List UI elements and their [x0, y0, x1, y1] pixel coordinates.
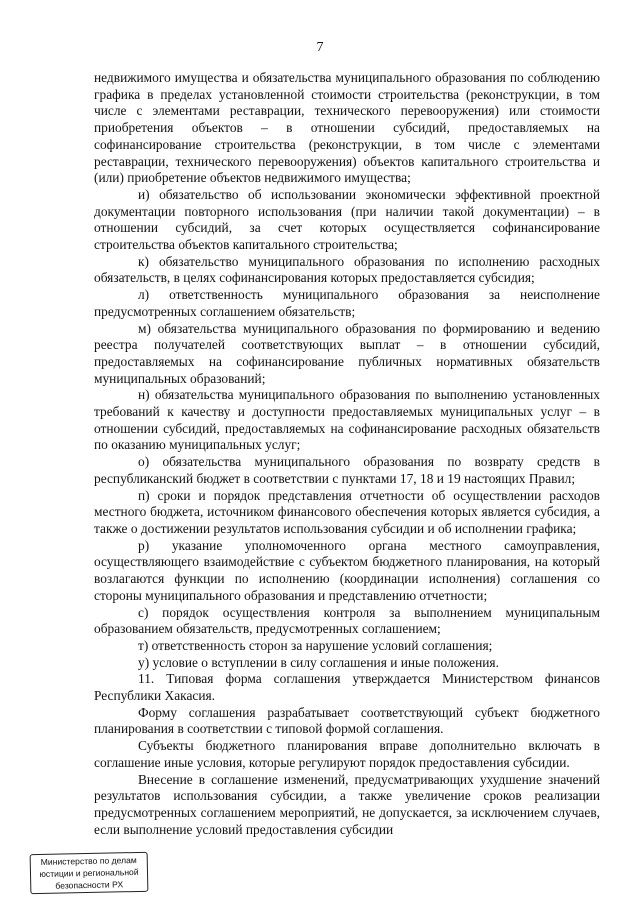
paragraph: м) обязательства муниципального образования по формированию и ведению реестра получателей соответствующих выплат – в отношении субсидий, предоставляемых на софинансирование публичных нормативных обязательств муниципальных образований;: [94, 320, 600, 386]
paragraph: т) ответственность сторон за нарушение условий соглашения;: [138, 637, 493, 653]
paragraph: Субъекты бюджетного планирования вправе дополнительно включать в соглашение иные условия, которые регулируют порядок предоставления субсидии.: [94, 738, 600, 770]
document-body: [94, 70, 600, 838]
paragraph: недвижимого имущества и обязательства муниципального образования по соблюдению графика в пределах установленной стоимости строительства (реконструкции, в том числе с элементами реставрации, технического перевооружения) или стоимости приобретения объектов – в отношении субсидий, предоставляемых на софинансирование строительства (реконструкции, в том числе с элементами реставрации, технического перевооружения) объектов капитального строительства и (или) приобретение объектов недвижимого имущества;: [94, 70, 600, 186]
stamp-line: безопасности РХ: [55, 879, 124, 891]
paragraph: к) обязательство муниципального образования по исполнению расходных обязательств, в целях софинансирования которых предоставляется субсидия;: [94, 253, 600, 286]
paragraph: о) обязательства муниципального образования по возврату средств в республиканский бюджет в соответствии с пунктами 17, 18 и 19 настоящих Правил;: [94, 454, 600, 486]
page-number: 7: [316, 40, 324, 55]
paragraph: Внесение в соглашение изменений, предусматривающих ухудшение значений результатов использования субсидии, а также увеличение сроков реализации предусмотренных соглашением мероприятий, не допускается, за исключением случаев, если выполнение условий предоставления субсидии: [94, 771, 600, 837]
paragraph: Форму соглашения разрабатывает соответствующий субъект бюджетного планирования в соответствии с типовой формой соглашения.: [94, 704, 600, 737]
paragraph: н) обязательства муниципального образования по выполнению установленных требований к качеству и доступности предоставляемых муниципальных услуг – в отношении субсидий, предоставляемых на софинансирование расходных обязательств по оказанию муниципальных услуг;: [94, 387, 600, 453]
ministry-stamp: [30, 852, 149, 894]
paragraph: у) условие о вступлении в силу соглашения и иные положения.: [138, 654, 499, 670]
paragraph: и) обязательство об использовании экономически эффективной проектной документации повторного использования (при наличии такой документации) – в отношении субсидий, за счет которых осуществляется софинансирование строительства объектов капитального строительства;: [94, 186, 600, 253]
stamp-line: юстиции и региональной: [39, 866, 139, 880]
paragraph: с) порядок осуществления контроля за выполнением муниципальным образованием обязательств, предусмотренных соглашением;: [94, 604, 600, 637]
paragraph: л) ответственность муниципального образования за неисполнение предусмотренных соглашением обязательств;: [94, 287, 600, 319]
paragraph: р) указание уполномоченного органа местного самоуправления, осуществляющего взаимодействие с субъектом бюджетного планирования, на который возлагаются функции по исполнению (координации исполнения) соглашения со стороны муниципального образования и представлению отчетности;: [94, 537, 600, 603]
paragraph: 11. Типовая форма соглашения утверждается Министерством финансов Республики Хакасия.: [94, 671, 600, 704]
paragraph: п) сроки и порядок представления отчетности об осуществлении расходов местного бюджета, источником финансового обеспечения которых является субсидия, а также о достижении результатов использования субсидии и об исполнении графика;: [94, 487, 600, 536]
stamp-line: Министерство по делам: [40, 854, 137, 868]
